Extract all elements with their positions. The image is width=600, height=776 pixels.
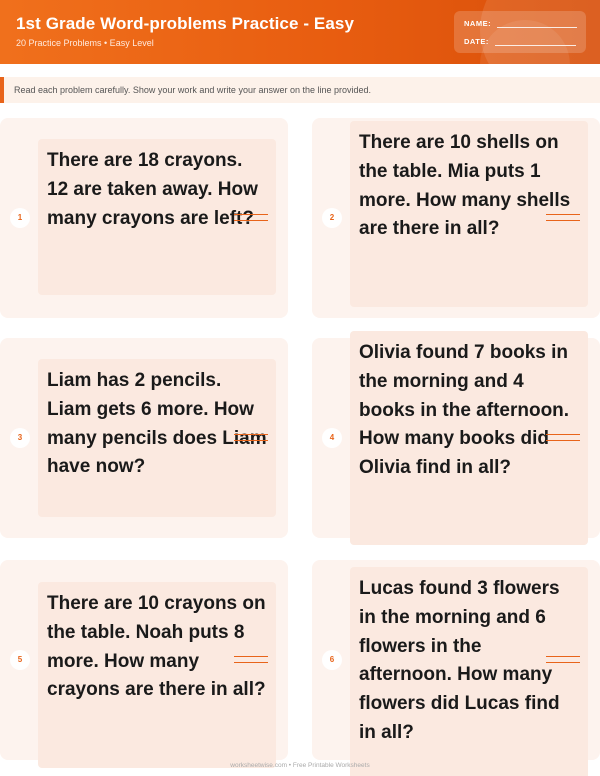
- answer-line[interactable]: [546, 214, 580, 226]
- name-field[interactable]: [497, 21, 577, 28]
- worksheet-header: [0, 0, 600, 64]
- problem-text: There are 10 crayons on the table. Noah puts 8 more. How many crayons are there in all?: [47, 593, 266, 701]
- problem-text: There are 10 shells on the table. Mia puts 1 more. How many shells are there in all?: [359, 132, 571, 240]
- date-row: [464, 37, 576, 46]
- problem-card-2: [312, 118, 600, 318]
- name-date-box: [454, 11, 586, 53]
- answer-line[interactable]: [234, 214, 268, 226]
- instructions-bar: Read each problem carefully. Show your work and write your answer on the line provided.: [0, 77, 600, 103]
- problem-text: Liam has 2 pencils. Liam gets 6 more. How many pencils does Liam have now?: [47, 370, 267, 478]
- name-label: NAME:: [464, 19, 492, 28]
- problem-number: 2: [322, 208, 342, 228]
- problem-box: [350, 567, 588, 776]
- problem-text: Lucas found 3 flowers in the morning and 6 flowers in the afternoon. How many flowers did Lucas find in all?: [359, 578, 560, 743]
- answer-line[interactable]: [546, 656, 580, 668]
- problem-text: There are 18 crayons. 12 are taken away. How many crayons are left?: [47, 150, 258, 229]
- problem-number: 6: [322, 650, 342, 670]
- problem-number: 4: [322, 428, 342, 448]
- problem-number: 5: [10, 650, 30, 670]
- date-field[interactable]: [495, 39, 576, 46]
- answer-line[interactable]: [234, 656, 268, 668]
- date-label: DATE:: [464, 37, 489, 46]
- problem-text: Olivia found 7 books in the morning and 4 books in the afternoon. How many books did Olivia find in all?: [359, 342, 570, 479]
- problem-card-3: [0, 338, 288, 538]
- page-title: 1st Grade Word-problems Practice - Easy: [16, 14, 355, 33]
- problem-number: 3: [10, 428, 30, 448]
- answer-line[interactable]: [234, 434, 268, 446]
- problem-number: 1: [10, 208, 30, 228]
- problem-card-4: [312, 338, 600, 538]
- problem-card-5: [0, 560, 288, 760]
- problem-box: [38, 582, 276, 768]
- problem-card-6: [312, 560, 600, 760]
- page-footer: worksheetwise.com • Free Printable Worksheets: [230, 762, 370, 769]
- name-row: [464, 19, 577, 28]
- page-subtitle: 20 Practice Problems • Easy Level: [16, 38, 154, 48]
- answer-line[interactable]: [546, 434, 580, 446]
- problem-card-1: [0, 118, 288, 318]
